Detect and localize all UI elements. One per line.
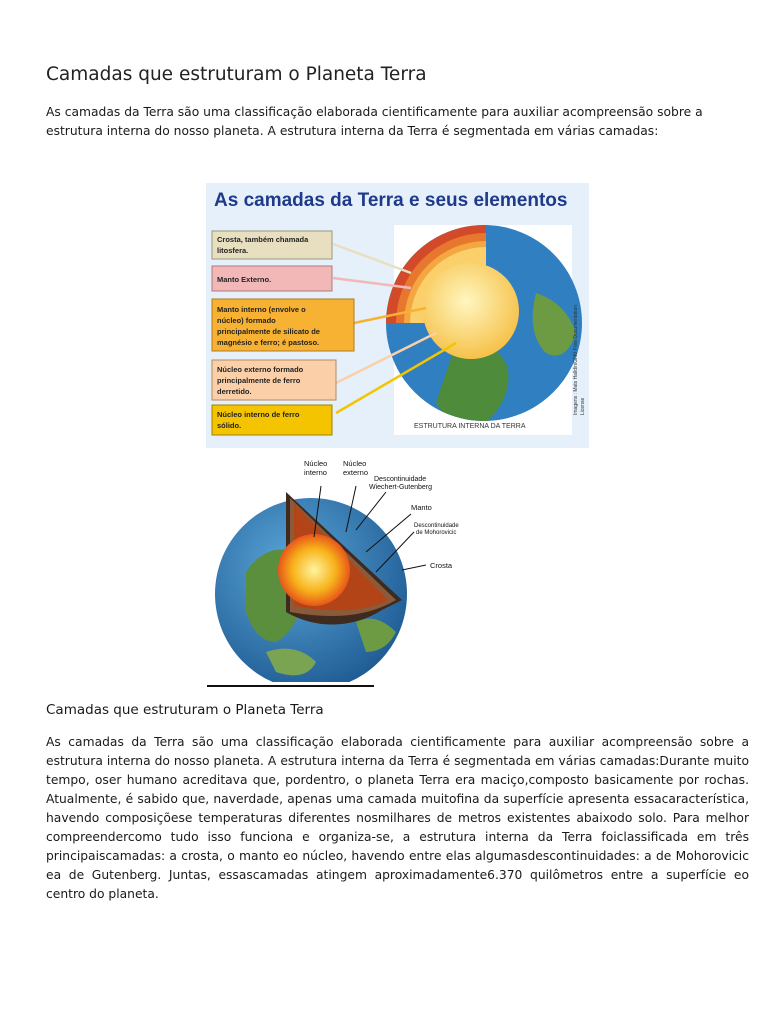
- globe-caption: ESTRUTURA INTERNA DA TERRA: [414, 423, 526, 430]
- label-nucleo-externo-2: externo: [343, 468, 369, 477]
- infographic-heading: As camadas da Terra e seus elementos: [214, 190, 568, 211]
- svg-text:sólido.: sólido.: [217, 421, 242, 430]
- svg-text:Núcleo externo formado: Núcleo externo formado: [217, 365, 304, 374]
- label-descontinuidade-wg-1: Descontinuidade: [374, 476, 427, 483]
- earth-cutaway-diagram: [206, 452, 496, 682]
- label-manto: Manto: [411, 503, 432, 512]
- svg-text:Crosta, também chamada: Crosta, também chamada: [217, 235, 309, 244]
- svg-text:litosfera.: litosfera.: [217, 246, 249, 255]
- svg-text:Núcleo interno de ferro: Núcleo interno de ferro: [217, 410, 300, 419]
- section-title: Camadas que estruturam o Planeta Terra: [46, 702, 324, 718]
- label-descontinuidade-m-2: de Mohorovicic: [416, 530, 457, 536]
- svg-text:Manto Externo.: Manto Externo.: [217, 275, 272, 284]
- label-manto-interno: [212, 299, 354, 351]
- svg-text:License: License: [580, 397, 586, 415]
- label-nucleo-externo: [212, 360, 336, 400]
- globe-with-wedge: [215, 492, 407, 682]
- label-crosta: Crosta: [430, 561, 453, 570]
- svg-text:magnésio e ferro; é pastoso.: magnésio e ferro; é pastoso.: [217, 338, 320, 347]
- label-crosta: [212, 231, 332, 259]
- label-descontinuidade-m-1: Descontinuidade: [414, 523, 459, 529]
- page-title: Camadas que estruturam o Planeta Terra: [46, 64, 427, 85]
- intro-paragraph: As camadas da Terra são uma classificação elaborada cientificamente para auxiliar acompreensão sobre a estrutura interna do nosso planeta. A estrutura interna da Terra é segmentada em várias camadas:: [46, 105, 703, 138]
- earth-layers-infographic: [206, 183, 589, 448]
- label-nucleo-interno-2: interno: [304, 468, 327, 477]
- body-paragraph: As camadas da Terra são uma classificação elaborada cientificamente para auxiliar acompreensão sobre a estrutura interna do nosso planeta. A estrutura interna da Terra é segmentada em várias camadas:Durante muito tempo, oser humano acreditava que, pordentro, o planeta Terra era maciço,composto basicamente por rochas. Atualmente, é sabido que, naverdade, apenas uma camada muitofina da superfície apresenta essacaracterística, havendo composiçõese temperaturas diferentes nosmilhares de metros existentes abaixodo solo. Para melhor compreendercomo tudo isso funciona e organiza-se, a estrutura interna da Terra foiclassificada em três principaiscamadas: a crosta, o manto eo núcleo, havendo entre elas algumasdescontinuidades: a de Mohorovicic ea de Gutenberg. Juntas, essascamadas atingem aproximadamente6.370 quilômetros entre a superfície eo centro do planeta.: [46, 735, 749, 901]
- svg-text:principalmente de silicato de: principalmente de silicato de: [217, 327, 320, 336]
- svg-text:Imagens : Mats Halldin/GNU Fre: Imagens : Mats Halldin/GNU Free Documentation: [573, 304, 579, 415]
- svg-text:Manto interno (envolve o: Manto interno (envolve o: [217, 305, 306, 314]
- label-nucleo-interno-1: Núcleo: [304, 459, 328, 468]
- svg-text:derretido.: derretido.: [217, 387, 252, 396]
- svg-text:principalmente de ferro: principalmente de ferro: [217, 376, 301, 385]
- label-descontinuidade-wg-2: Wiechert-Gutenberg: [369, 484, 433, 491]
- divider-line: [207, 685, 374, 687]
- label-nucleo-externo-1: Núcleo: [343, 459, 367, 468]
- label-manto-externo: [212, 266, 332, 291]
- label-nucleo-interno: [212, 405, 332, 435]
- svg-text:núcleo) formado: núcleo) formado: [217, 316, 276, 325]
